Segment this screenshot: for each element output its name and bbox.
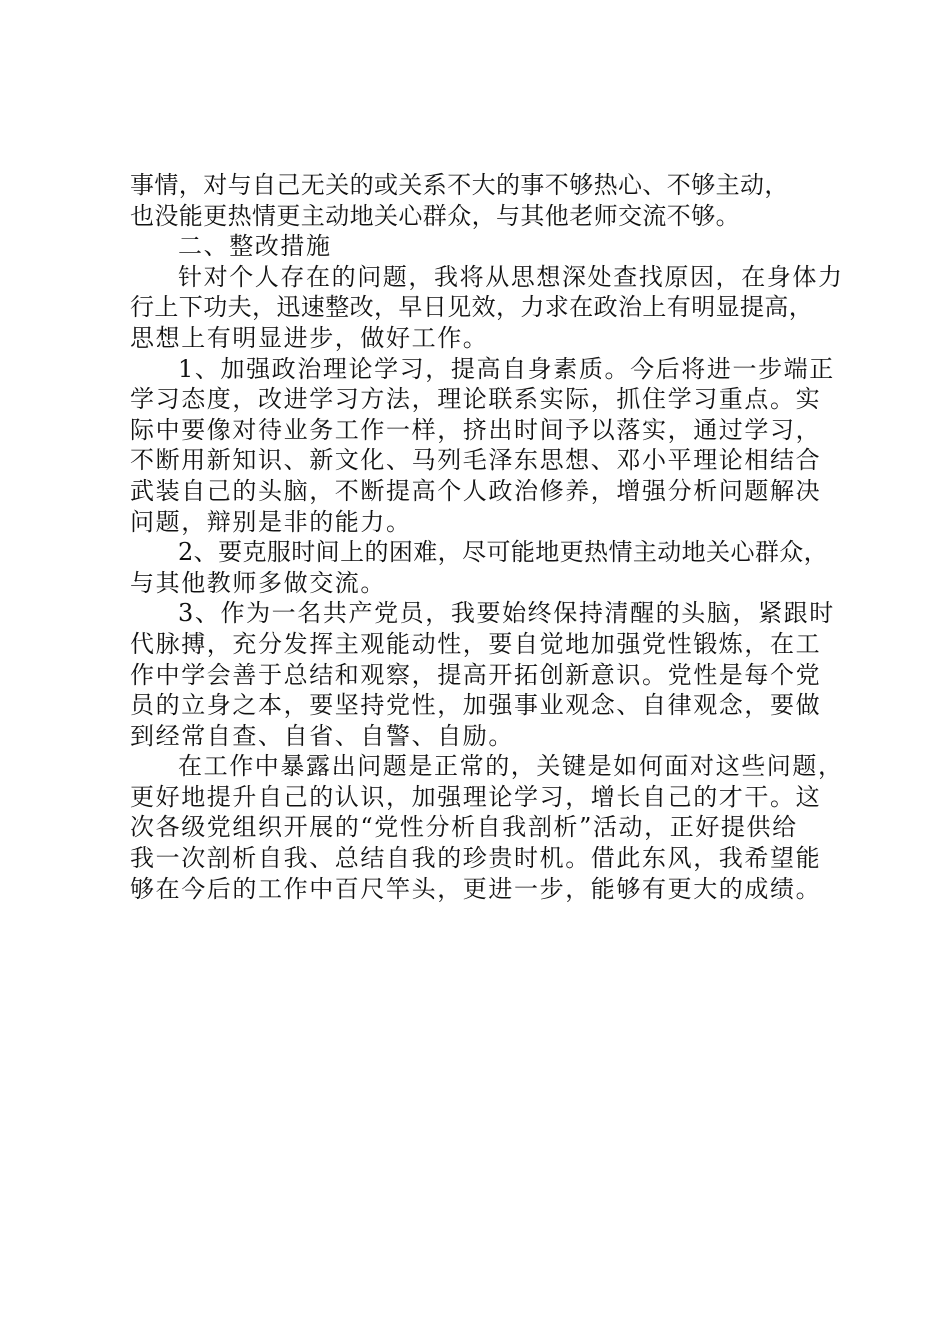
text-line: 2、要克服时间上的困难，尽可能地更热情主动地关心群众，	[178, 538, 829, 567]
text-line: 学习态度，改进学习方法，理论联系实际，抓住学习重点。实	[130, 385, 822, 414]
document-body	[130, 170, 844, 904]
text-line: 我一次剖析自我、总结自我的珍贵时机。借此东风，我希望能	[130, 844, 822, 873]
text-line: 员的立身之本，要坚持党性，加强事业观念、自律观念，要做	[130, 691, 822, 720]
text-line: 够在今后的工作中百尺竿头，更进一步，能够有更大的成绩。	[130, 874, 822, 903]
text-line: 也没能更热情更主动地关心群众，与其他老师交流不够。	[130, 201, 740, 230]
text-line: 3、作为一名共产党员，我要始终保持清醒的头脑，紧跟时	[178, 599, 835, 628]
section-heading: 二、整改措施	[178, 232, 332, 261]
text-line: 际中要像对待业务工作一样，挤出时间予以落实，通过学习，	[130, 415, 822, 444]
text-line: 在工作中暴露出问题是正常的，关键是如何面对这些问题，	[178, 752, 844, 781]
text-line: 更好地提升自己的认识，加强理论学习，增长自己的才干。这	[130, 782, 822, 811]
text-line: 行上下功夫，迅速整改，早日见效，力求在政治上有明显提高，	[130, 293, 814, 322]
text-line: 不断用新知识、新文化、马列毛泽东思想、邓小平理论相结合	[130, 446, 822, 475]
text-line: 问题，辩别是非的能力。	[130, 507, 412, 536]
text-line: 代脉搏，充分发挥主观能动性，要自觉地加强党性锻炼，在工	[130, 629, 822, 658]
text-line: 武装自己的头脑，不断提高个人政治修养，增强分析问题解决	[130, 476, 822, 505]
text-line: 事情，对与自己无关的或关系不大的事不够热心、不够主动，	[130, 171, 789, 199]
text-line: 次各级党组织开展的“党性分析自我剖析”活动，正好提供给	[130, 813, 798, 842]
text-line: 与其他教师多做交流。	[130, 568, 386, 597]
text-line: 1、加强政治理论学习，提高自身素质。今后将进一步端正	[178, 354, 835, 383]
text-line: 思想上有明显进步，做好工作。	[130, 323, 489, 352]
text-line: 作中学会善于总结和观察，提高开拓创新意识。党性是每个党	[130, 660, 822, 689]
text-line: 针对个人存在的问题，我将从思想深处查找原因，在身体力	[178, 262, 844, 291]
text-line: 到经常自查、自省、自警、自励。	[130, 721, 514, 750]
